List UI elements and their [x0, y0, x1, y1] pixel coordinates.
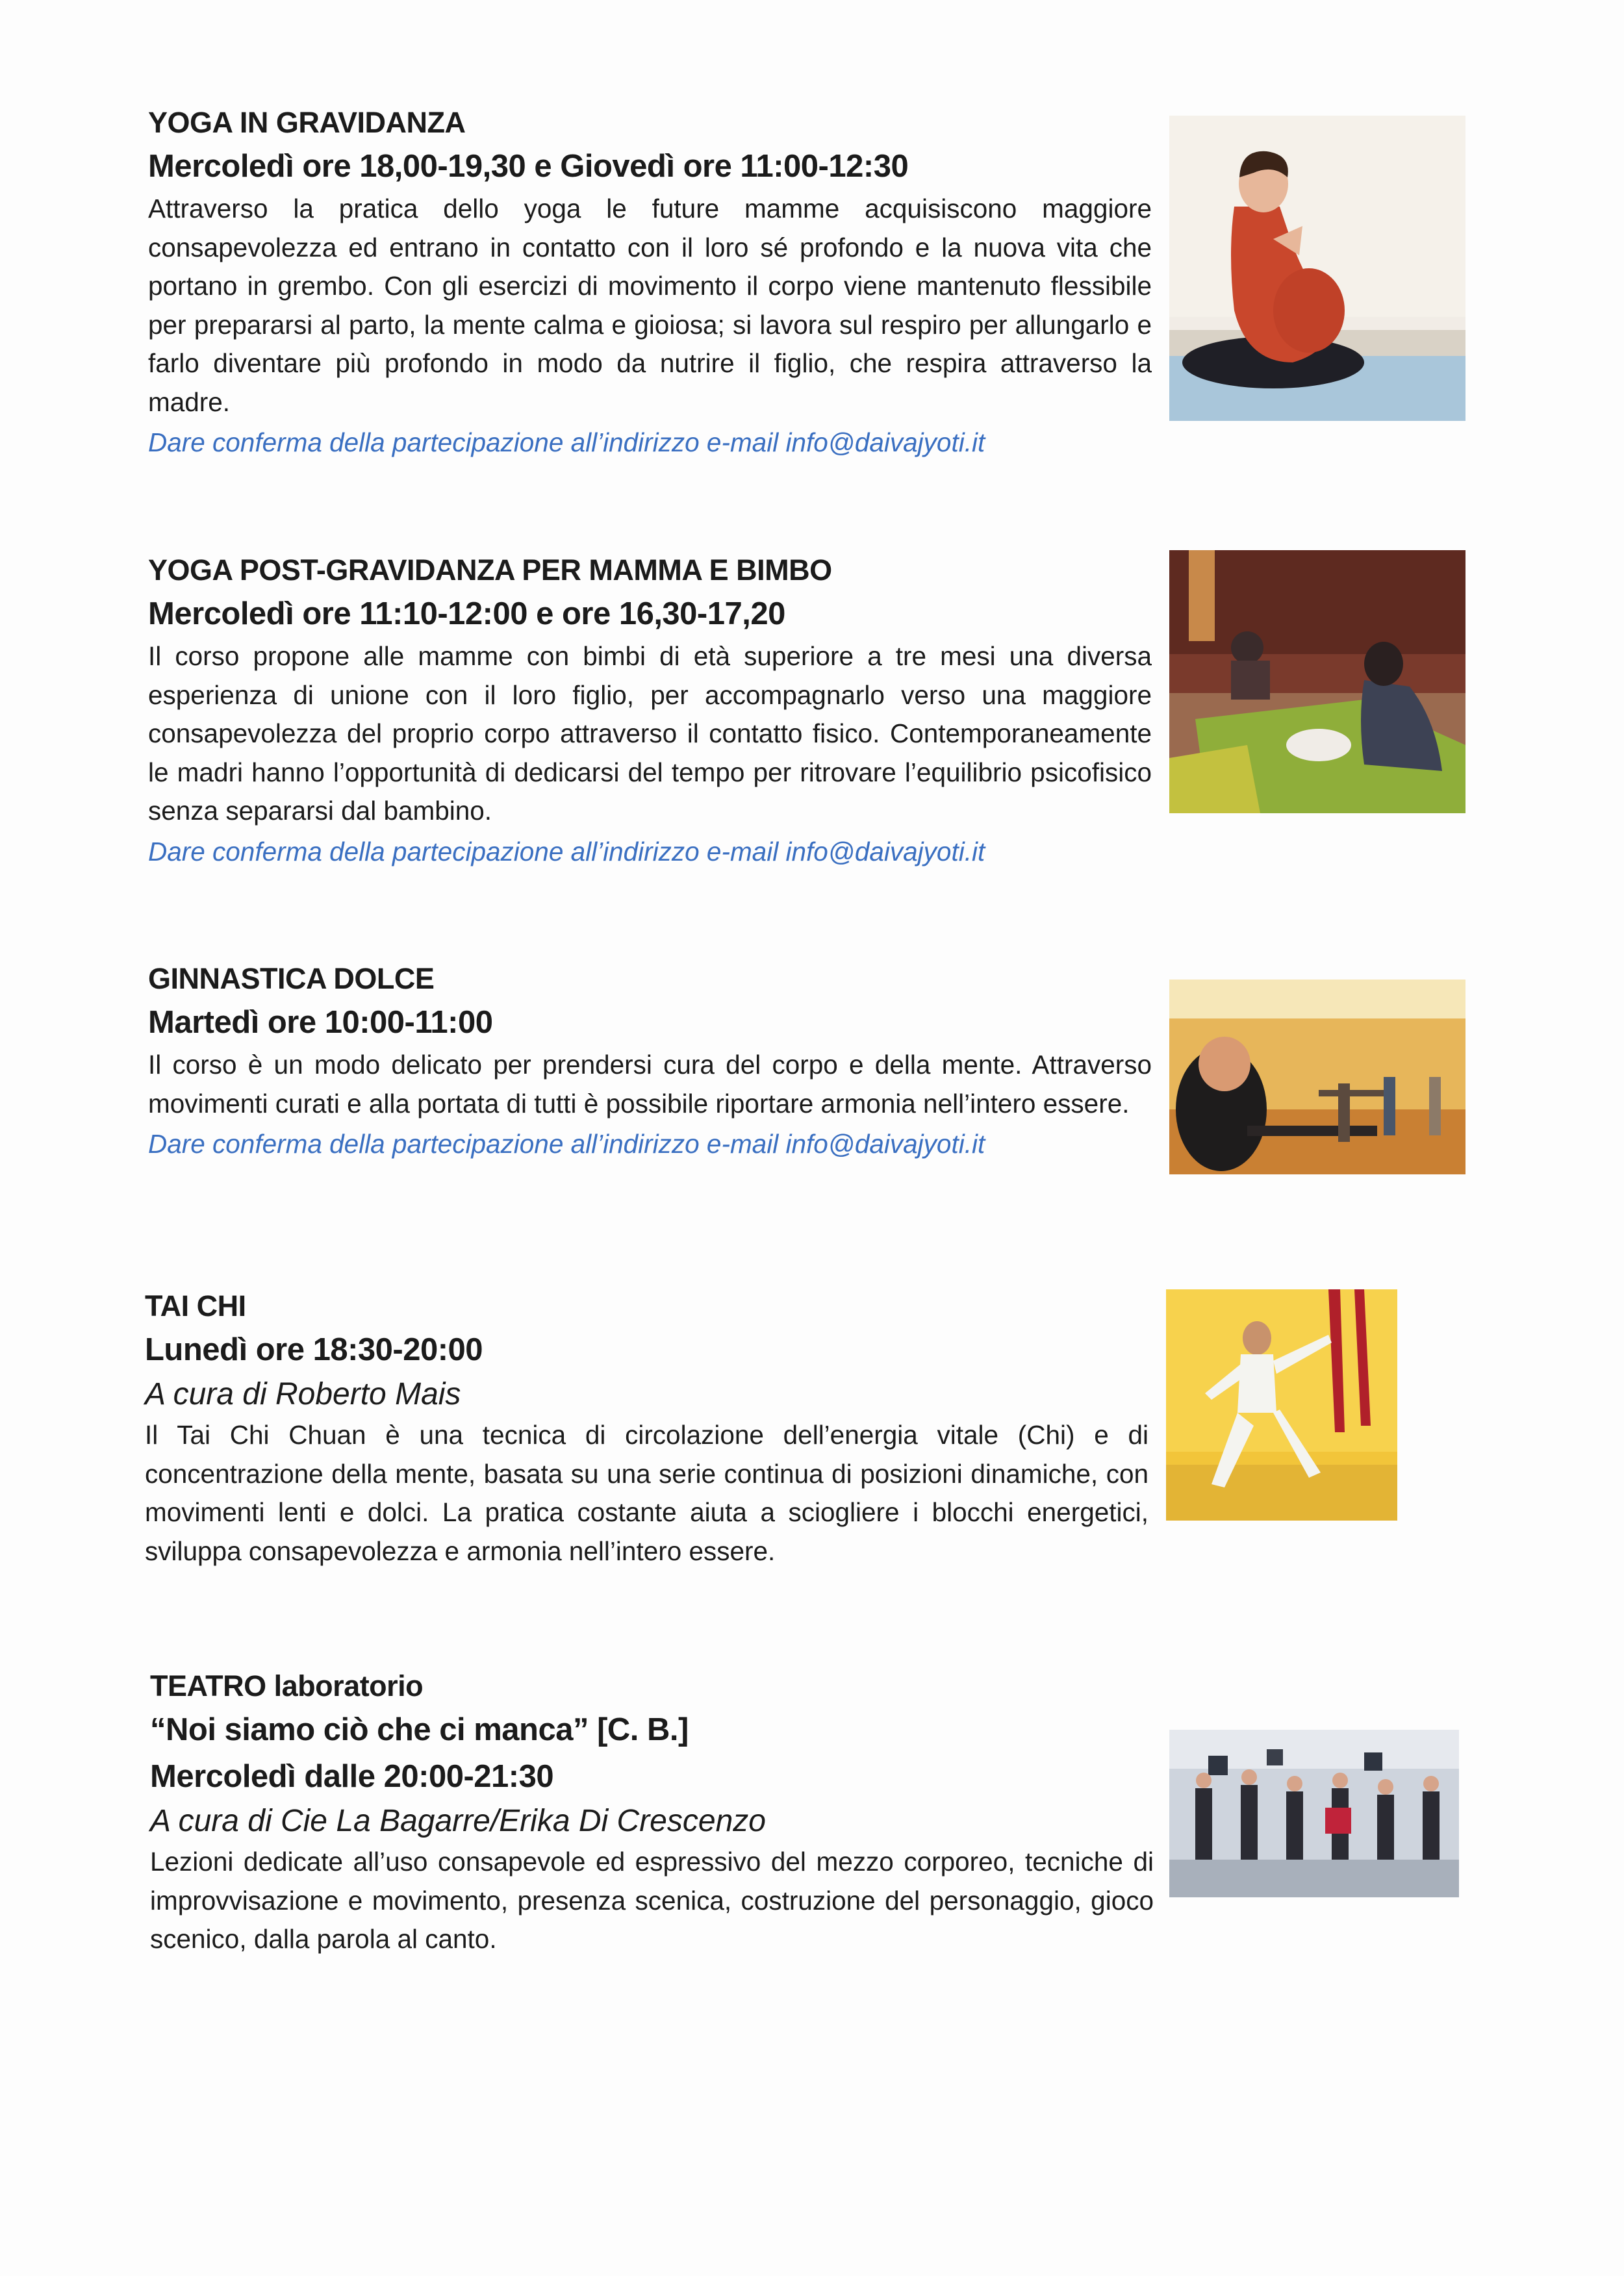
course-title: YOGA POST-GRAVIDANZA PER MAMMA E BIMBO	[148, 553, 832, 587]
course-description: Attraverso la pratica dello yoga le future mamme acquisiscono maggiore consapevolezza ed entrano in contatto con il loro sé profondo e la nuova vita che portano in grembo. Con gli esercizi di movimento il corpo viene mantenuto flessibile per prepararsi al parto, la mente calma e gioiosa; si lavora sul respiro per allungarlo e farlo diventare più profondo in modo da nutrire il figlio, che respira attraverso la madre.	[148, 194, 1152, 417]
course-description: Il corso è un modo delicato per prendersi cura del corpo e della mente. Attraverso movimenti curati e alla portata di tutti è possibile riportare armonia nell’intero essere.	[148, 1050, 1152, 1119]
mother-baby-yoga-photo	[1169, 550, 1465, 813]
course-teacher: A cura di Roberto Mais	[145, 1377, 461, 1411]
course-schedule: Lunedì ore 18:30-20:00	[145, 1332, 483, 1367]
confirmation-note[interactable]: Dare conferma della partecipazione all’indirizzo e-mail info@daivajyoti.it	[148, 427, 985, 457]
course-schedule: Mercoledì ore 18,00-19,30 e Giovedì ore 11:00-12:30	[148, 149, 909, 184]
course-schedule: Mercoledì ore 11:10-12:00 e ore 16,30-17,20	[148, 596, 785, 631]
course-title: GINNASTICA DOLCE	[148, 962, 435, 995]
course-schedule: Mercoledì dalle 20:00-21:30	[150, 1759, 554, 1794]
course-description: Il Tai Chi Chuan è una tecnica di circolazione dell’energia vitale (Chi) e di concentrazione della mente, basata su una serie continua di posizioni dinamiche, con movimenti lenti e dolci. La pratica costante aiuta a sciogliere i blocchi energetici, sviluppa consapevolezza e armonia nell’intero essere.	[145, 1420, 1148, 1566]
course-tai-chi	[145, 1286, 1148, 1571]
course-schedule: Martedì ore 10:00-11:00	[148, 1005, 493, 1040]
pregnant-woman-yoga-photo	[1169, 116, 1465, 421]
course-teatro-laboratorio	[150, 1666, 1154, 1959]
course-title: YOGA IN GRAVIDANZA	[148, 106, 466, 139]
theatre-workshop-photo	[1169, 1730, 1459, 1897]
course-yoga-post-gravidanza	[148, 550, 1152, 872]
course-description: Il corso propone alle mamme con bimbi di età superiore a tre mesi una diversa esperienza di unione con il loro figlio, per accompagnarlo verso una maggiore consapevolezza del proprio corpo attraverso il contatto fisico. Contemporaneamente le madri hanno l’opportunità di dedicarsi del tempo per ritrovare l’equilibrio psicofisico senza separarsi dal bambino.	[148, 641, 1152, 826]
confirmation-note[interactable]: Dare conferma della partecipazione all’indirizzo e-mail info@daivajyoti.it	[148, 836, 985, 866]
course-subtitle: “Noi siamo ciò che ci manca” [C. B.]	[150, 1712, 689, 1747]
course-description: Lezioni dedicate all’uso consapevole ed espressivo del mezzo corporeo, tecniche di improvvisazione e movimento, presenza scenica, costruzione del personaggio, gioco scenico, dalla parola al canto.	[150, 1847, 1154, 1954]
confirmation-note[interactable]: Dare conferma della partecipazione all’indirizzo e-mail info@daivajyoti.it	[148, 1129, 985, 1159]
course-teacher: A cura di Cie La Bagarre/Erika Di Crescenzo	[150, 1804, 766, 1838]
course-yoga-gravidanza	[148, 103, 1152, 463]
course-title: TAI CHI	[145, 1289, 246, 1322]
tai-chi-master-photo	[1166, 1289, 1397, 1521]
course-title: TEATRO laboratorio	[150, 1669, 424, 1702]
course-ginnastica-dolce	[148, 959, 1152, 1165]
gentle-gymnastics-class-photo	[1169, 980, 1465, 1174]
